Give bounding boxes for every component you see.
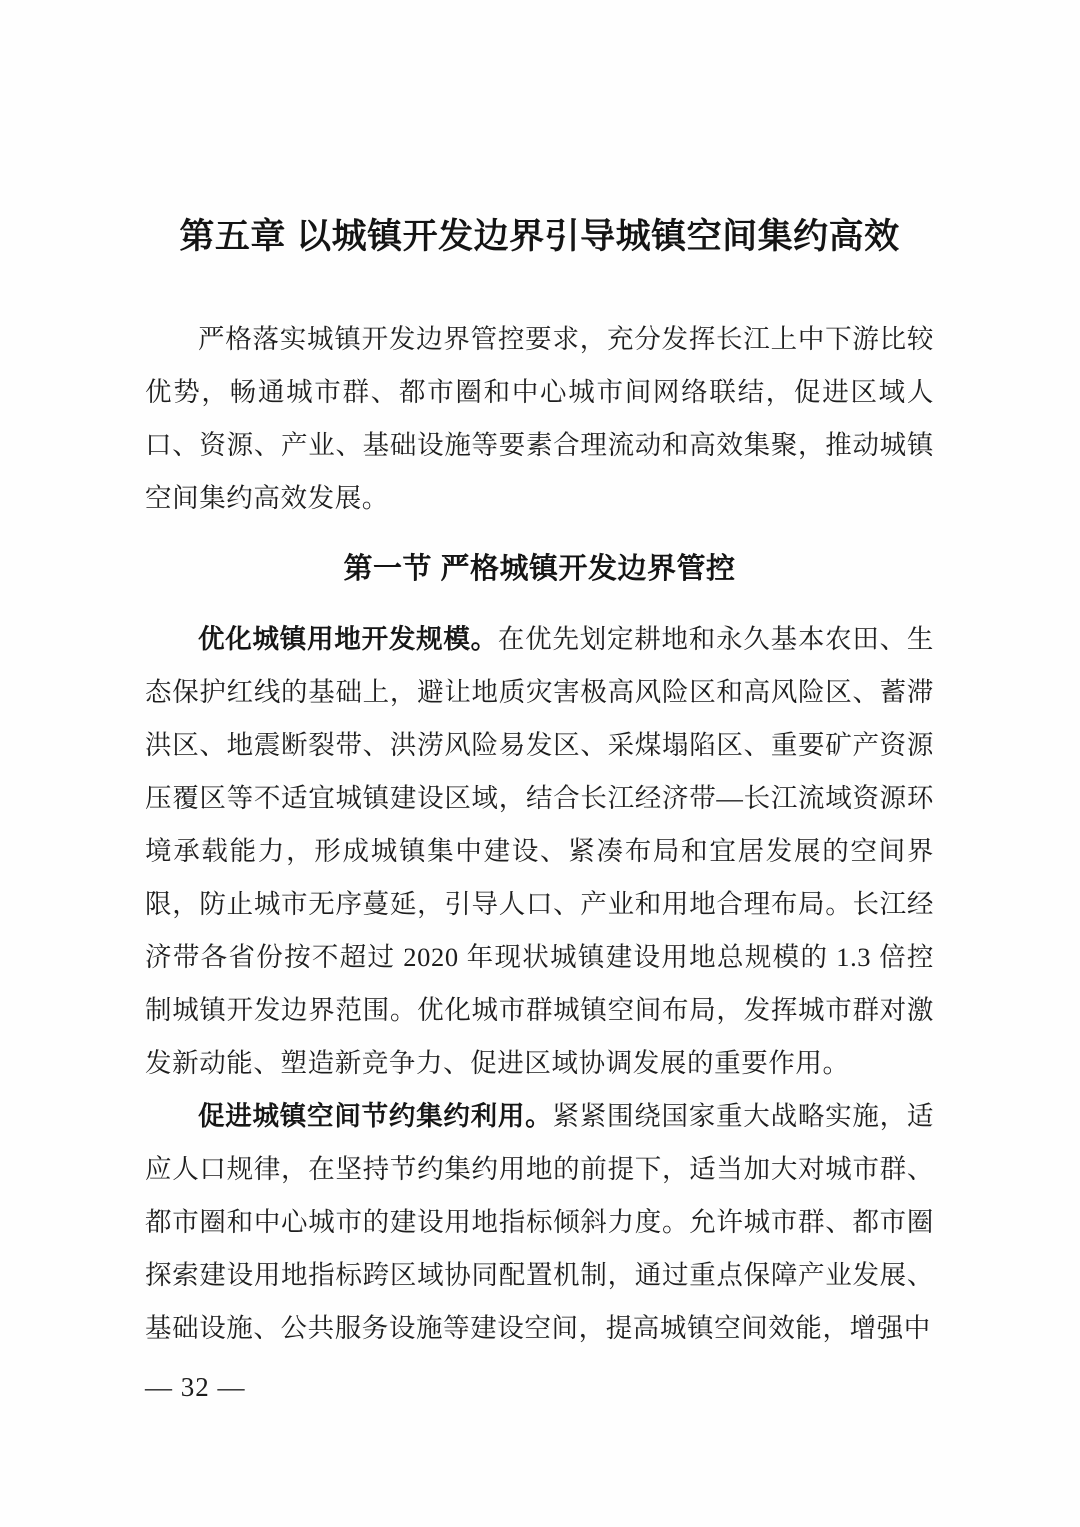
section-heading: 第一节 严格城镇开发边界管控	[343, 553, 736, 585]
paragraph-lead: 促进城镇空间节约集约利用。	[198, 1101, 553, 1131]
text-block	[145, 0, 934, 1407]
paragraph-lead: 优化城镇用地开发规模。	[198, 624, 498, 654]
paragraph	[145, 613, 934, 1090]
paragraph-body: 紧紧围绕国家重大战略实施，适应人口规律，在坚持节约集约用地的前提下，适当加大对城市群、都市圈和中心城市的建设用地指标倾斜力度。允许城市群、都市圈探索建设用地指标跨区域协同配置机制，通过重点保障产业发展、基础设施、公共服务设施等建设空间，提高城镇空间效能，增强中	[145, 1101, 934, 1343]
paragraph-body: 在优先划定耕地和永久基本农田、生态保护红线的基础上，避让地质灾害极高风险区和高风险区、蓄滞洪区、地震断裂带、洪涝风险易发区、采煤塌陷区、重要矿产资源压覆区等不适宜城镇建设区域，结合长江经济带—长江流域资源环境承载能力，形成城镇集中建设、紧凑布局和宜居发展的空间界限，防止城市无序蔓延，引导人口、产业和用地合理布局。长江经济带各省份按不超过 2020 年现状城镇建设用地总规模的 1.3 倍控制城镇开发边界范围。优化城市群城镇空间布局，发挥城市群对激发新动能、塑造新竞争力、促进区域协调发展的重要作用。	[145, 624, 934, 1078]
intro-paragraph: 严格落实城镇开发边界管控要求，充分发挥长江上中下游比较优势，畅通城市群、都市圈和中心城市间网络联结，促进区域人口、资源、产业、基础设施等要素合理流动和高效集聚，推动城镇空间集约高效发展。	[145, 324, 934, 513]
paragraph	[145, 1090, 934, 1355]
chapter-title: 第五章 以城镇开发边界引导城镇空间集约高效	[179, 217, 900, 256]
page-number: — 32 —	[145, 1372, 246, 1402]
